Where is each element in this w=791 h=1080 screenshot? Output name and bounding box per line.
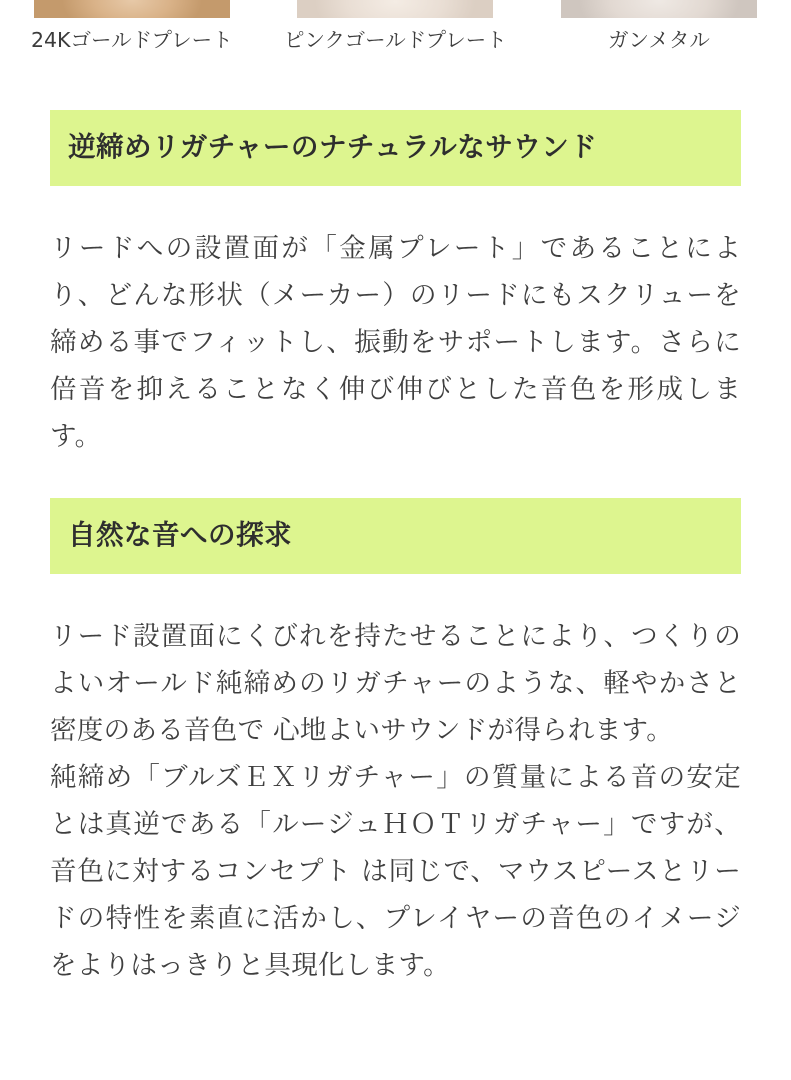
product-thumbnail-image[interactable]: [561, 0, 757, 18]
section-paragraphs-natural-sound: [50, 209, 741, 460]
product-variant-label: ガンメタル: [608, 28, 710, 52]
paragraph: 純締め「ブルズＥＸリガチャー」の質量による音の安定とは真逆である「ルージュＨＯＴリガチャー」ですが、音色に対するコンセプト は同じで、マウスピースとリードの特性を素直に活かし、プレイヤーの音色のイメージをよりはっきりと具現化します。: [50, 761, 741, 981]
product-thumbnail-image[interactable]: [297, 0, 493, 18]
product-variant-item[interactable]: [264, 0, 528, 54]
section-heading-natural-sound-quest: 自然な音への探求: [50, 498, 741, 574]
product-variant-strip: [0, 0, 791, 54]
paragraph: リード設置面にくびれを持たせることにより、つくりのよいオールド純締めのリガチャーのような、軽やかさと密度のある音色で 心地よいサウンドが得られます。: [50, 620, 741, 746]
product-thumbnail-image[interactable]: [34, 0, 230, 18]
section-heading-natural-sound: 逆締めリガチャーのナチュラルなサウンド: [50, 110, 741, 186]
article-body: [0, 110, 791, 989]
section-paragraphs-natural-sound-quest: [50, 597, 741, 989]
product-variant-item[interactable]: [0, 0, 264, 54]
paragraph: リードへの設置面が「金属プレート」であることにより、どんな形状（メーカー）のリードにもスクリューを締める事でフィットし、振動をサポートします。さらに倍音を抑えることなく伸び伸びとした音色を形成します。: [50, 232, 741, 452]
product-variant-label: ピンクゴールドプレート: [283, 28, 507, 52]
product-variant-label: 24Kゴールドプレート: [30, 28, 233, 52]
product-variant-item[interactable]: [527, 0, 791, 54]
